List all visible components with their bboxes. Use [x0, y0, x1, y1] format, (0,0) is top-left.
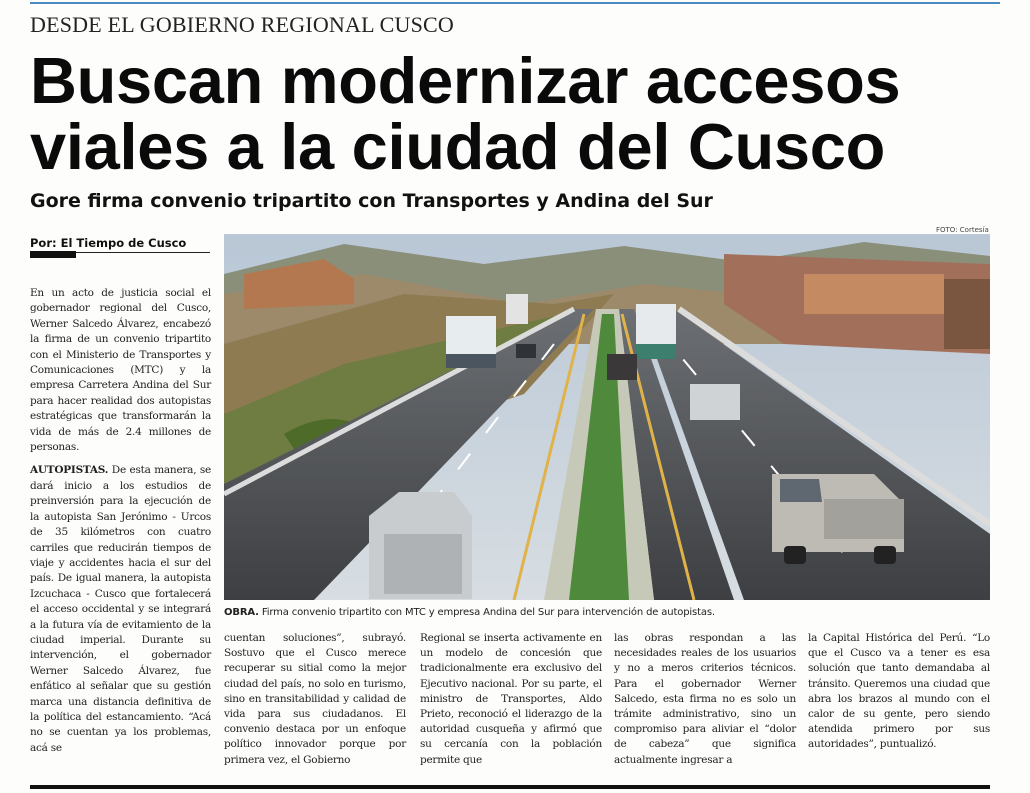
text-column-4: la Capital Histórica del Perú. “Lo que el Cusco va a tener es esa solución que tanto demandaba al tránsito. Queremos una ciudad que abra los brazos al mundo con el calor de su gente, pero siendo atendida primero por sus autoridades”, puntualizó.	[808, 632, 990, 751]
left-text-column	[30, 286, 211, 764]
section-kicker: DESDE EL GOBIERNO REGIONAL CUSCO	[30, 12, 454, 37]
body-paragraph-2	[30, 463, 211, 756]
bottom-text-columns	[224, 631, 990, 771]
byline: Por: El Tiempo de Cusco	[30, 236, 187, 250]
top-rule	[30, 2, 1000, 4]
body-paragraph-1: En un acto de justicia social el gobernador regional del Cusco, Werner Salcedo Álvarez, encabezó la firma de un convenio tripartito con el Ministerio de Transportes y Comunicaciones (MTC) y la empresa Carretera Andina del Sur para hacer realidad dos autopistas estratégicas que transformarán la vida de más de 2.4 millones de personas.	[30, 287, 211, 454]
body-paragraph-2-text: De esta manera, se dará inicio a los estudios de preinversión para la ejecución de la autopista San Jerónimo - Urcos de 35 kilómetros con cuatro carriles que reducirán tiempos de viaje y accidentes hacia el sur del país. De igual manera, la autopista Izcuchaca - Cusco que fortalecerá el acceso occidental y se integrará a la futura vía de evitamiento de la ciudad imperial. Durante su intervención, el gobernador Werner Salcedo Álvarez, fue enfático al señalar que su gestión marca una distancia definitiva de la política del estancamiento. “Acá no se cuentan ya los problemas, acá se	[30, 464, 211, 754]
bottom-rule	[30, 785, 990, 789]
text-column-3: las obras respondan a las necesidades reales de los usuarios y no a meros criterios técnicos. Para el gobernador Werner Salcedo, esta firma no es solo un trámite administrativo, sino un compromiso para aliviar el “dolor de cabeza” que significa actualmente ingresar a	[614, 632, 796, 766]
subheadline: Gore firma convenio tripartito con Transportes y Andina del Sur	[30, 190, 713, 212]
headline-line-2: viales a la ciudad del Cusco	[30, 110, 886, 183]
text-column-1: cuentan soluciones”, subrayó. Sostuvo que el Cusco merece recuperar su sitial como la mejor ciudad del país, no solo en turismo, sino en transitabilidad y calidad de vida para sus ciudadanos. El convenio destaca por un enfoque político innovador porque por primera vez, el Gobierno	[224, 632, 406, 766]
highway-photo-illustration	[224, 234, 990, 600]
headline-line-1: Buscan modernizar accesos	[30, 44, 901, 117]
caption-label: OBRA.	[224, 607, 259, 618]
photo-caption	[224, 607, 990, 618]
headline	[30, 44, 1010, 183]
highway-photo	[224, 234, 990, 600]
text-column-2: Regional se inserta activamente en un modelo de concesión que tradicionalmente era exclusivo del Ejecutivo nacional. Por su parte, el ministro de Transportes, Aldo Prieto, reconoció el liderazgo de la autoridad cusqueña y afirmó que su cercanía con la población permite que	[420, 632, 602, 766]
photo-credit: FOTO: Cortesía	[936, 226, 989, 234]
byline-accent-bar	[30, 251, 76, 258]
caption-text: Firma convenio tripartito con MTC y empresa Andina del Sur para intervención de autopistas.	[258, 607, 715, 618]
lead-in-label: AUTOPISTAS.	[30, 464, 109, 477]
